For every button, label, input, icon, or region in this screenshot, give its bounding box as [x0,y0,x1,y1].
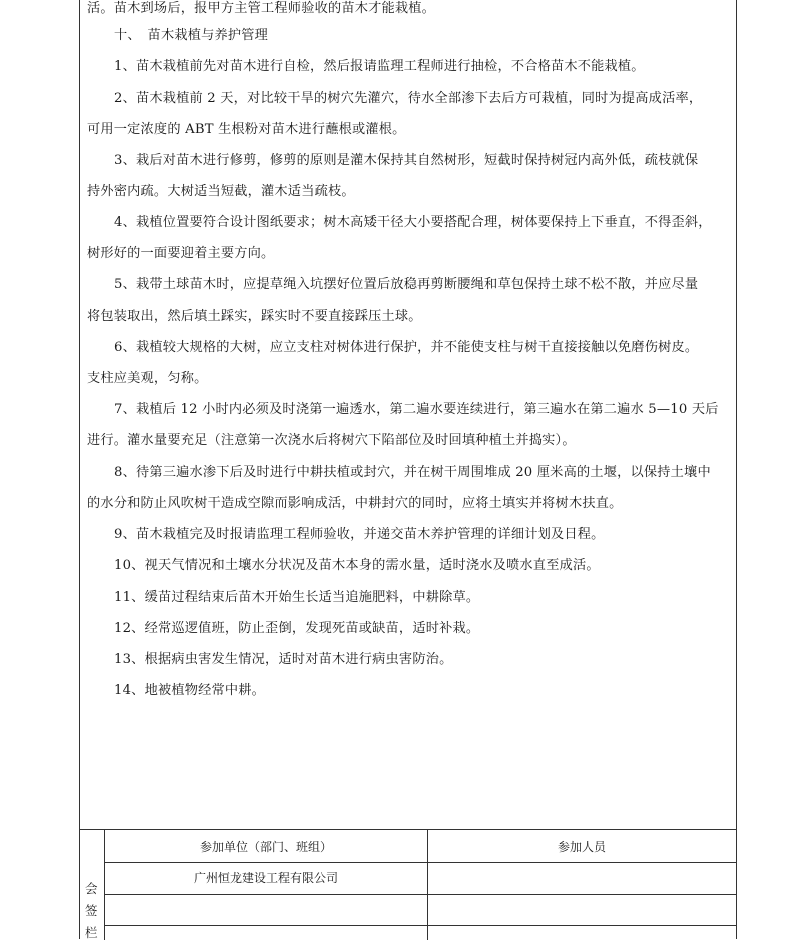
section-heading: 十、 苗木栽植与养护管理 [114,28,269,43]
row-divider [105,894,737,895]
text-line: 进行。灌水量要充足（注意第一次浇水后将树穴下陷部位及时回填种植土并捣实）。 [87,433,576,448]
text-line: 12、经常巡逻值班，防止歪倒，发现死苗或缺苗，适时补栽。 [114,621,480,636]
text-line: 4、栽植位置要符合设计图纸要求；树木高矮干径大小要搭配合理，树体要保持上下垂直，不得歪斜， [114,215,712,230]
text-line: 10、视天气情况和土壤水分状况及苗木本身的需水量，适时浇水及喷水直至成活。 [114,558,600,573]
row-divider [105,925,737,926]
text-line: 支柱应美观，匀称。 [87,371,208,386]
text-line: 6、栽植较大规格的大树，应立支柱对树体进行保护，并不能使支柱与树干直接接触以免磨伤树皮。 [114,340,699,355]
text-line: 9、苗木栽植完及时报请监理工程师验收，并递交苗木养护管理的详细计划及日程。 [114,527,605,542]
text-line: 将包装取出，然后填土踩实，踩实时不要直接踩压土球。 [87,309,422,324]
text-line: 树形好的一面要迎着主要方向。 [87,246,275,261]
text-line: 持外密内疏。大树适当短截，灌木适当疏枝。 [87,184,355,199]
col-header-people: 参加人员 [557,840,606,854]
sign-table [79,829,737,939]
sign-label-char: 签 [85,903,98,918]
row-divider [105,862,737,863]
text-line: 活。苗木到场后，报甲方主管工程师验收的苗木才能栽植。 [87,1,436,16]
text-line: 5、栽带土球苗木时，应提草绳入坑摆好位置后放稳再剪断腰绳和草包保持土球不松不散，并应尽量 [114,277,699,292]
unit-name: 广州恒龙建设工程有限公司 [193,871,338,885]
text-line: 7、栽植后 12 小时内必须及时浇第一遍透水，第二遍水要连续进行，第三遍水在第二遍水 5—10 天后 [114,402,719,417]
col-header-unit: 参加单位（部门、班组） [199,840,332,854]
text-line: 的水分和防止风吹树干造成空隙而影响成活，中耕封穴的同时，应将土填实并将树木扶直。 [87,496,623,511]
text-line: 11、缓苗过程结束后苗木开始生长适当追施肥料，中耕除草。 [114,590,480,605]
sign-label-char: 栏 [85,925,98,940]
text-line: 1、苗木栽植前先对苗木进行自检，然后报请监理工程师进行抽检，不合格苗木不能栽植。 [114,59,645,74]
text-line: 可用一定浓度的 ABT 生根粉对苗木进行蘸根或灌根。 [87,122,406,137]
text-line: 2、苗木栽植前 2 天，对比较干旱的树穴先灌穴，待水全部渗下去后方可栽植，同时为提高成活率， [114,91,703,106]
sign-label-char: 会 [85,881,98,896]
text-line: 14、地被植物经常中耕。 [114,683,266,698]
text-line: 8、待第三遍水渗下后及时进行中耕扶植或封穴，并在树干周围堆成 20 厘米高的土堰，以保持土壤中 [114,465,711,480]
sign-label-cell [79,830,105,940]
text-line: 3、栽后对苗木进行修剪，修剪的原则是灌木保持其自然树形，短截时保持树冠内高外低，疏枝就保 [114,153,699,168]
text-line: 13、根据病虫害发生情况，适时对苗木进行病虫害防治。 [114,652,453,667]
